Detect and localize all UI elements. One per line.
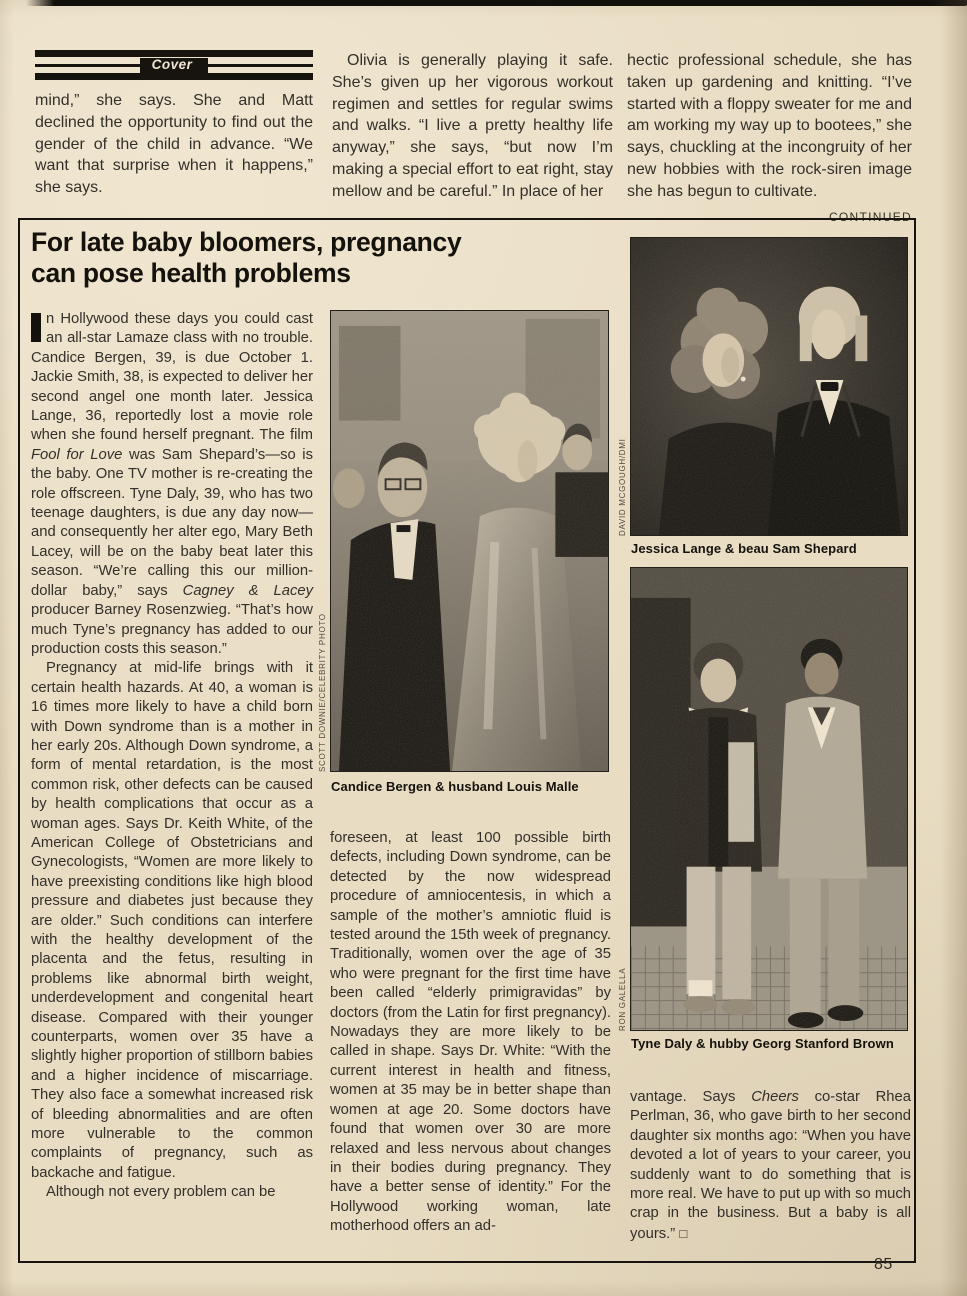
top-column-2 <box>332 50 613 203</box>
lange-shepard-photo <box>630 237 908 536</box>
banner-bar-top <box>35 50 313 57</box>
daly-brown-photo <box>630 567 908 1031</box>
banner-rule-left <box>35 64 140 67</box>
article-text-col2: Olivia is generally playing it safe. She’s given up her vigorous workout regimen and settles for regular swims and walks. “I live a pretty healthy life anyway,” she says, “but now I’m making a special effort to eat right, stay mellow and be careful.” In place of her <box>332 52 613 200</box>
banner-bar-bottom <box>35 73 313 80</box>
bergen-photo-caption: Candice Bergen & husband Louis Malle <box>331 779 579 794</box>
article-text-col3: hectic professional schedule, she has taken up gardening and knitting. “I’ve started with a floppy sweater for me and am working my way up to bootees,” she says, chuckling at the incongruity of her new hobbies with the rock-siren image she has begun to cultivate. <box>627 52 912 200</box>
feature-paragraph-1 <box>31 310 313 659</box>
daly-brown-photo-art <box>631 568 907 1030</box>
headline-line-1: For late baby bloomers, pregnancy <box>31 227 462 257</box>
banner-rule-right <box>208 64 313 67</box>
feature-paragraph-3: Although not every problem can be <box>46 1184 276 1201</box>
feature-column-center <box>330 829 611 1237</box>
lange-photo-caption: Jessica Lange & beau Sam Shepard <box>631 541 857 556</box>
feature-article-box <box>18 218 916 1263</box>
scan-top-edge <box>26 0 967 6</box>
feature-headline <box>31 227 461 289</box>
lange-photo-credit: DAVID MCGOUGH/DMI <box>618 438 627 536</box>
daly-photo-credit: RON GALELLA <box>618 967 627 1031</box>
bergen-malle-photo <box>330 310 609 772</box>
top-column-3 <box>627 50 912 224</box>
feature-column-left <box>31 310 313 1203</box>
continued-label: CONTINUED <box>828 209 912 224</box>
feature-paragraph-2: Pregnancy at mid-life brings with it certain health hazards. At 40, a woman is 16 times more likely to have a child born with Down syndrome than is a mother in her early 20s. Although Down syndrome, a form of mental retardation, is the most common risk, other defects can be caused by health complications that occur as a woman ages. Says Dr. Keith White, of the American College of Obstetricians and Gynecologists, “Women are more likely to have preexisting conditions like high blood pressure and diabetes just because they are older.” Such conditions can interfere with the healthy development of the placenta and the fetus, resulting in problems like abnormal birth weight, underdevelopment and congenital heart disease. Compared with their younger counterparts, women over 35 have a slightly higher proportion of stillborn babies and a higher incidence of miscarriage. They also face a somewhat increased risk of bleeding abnormalities and are often more vulnerable to the common complaints of pregnancy, such as backache and fatigue. <box>31 660 313 1181</box>
bergen-malle-photo-art <box>331 311 608 771</box>
headline-line-2: can pose health problems <box>31 258 351 288</box>
feature-paragraph-5: vantage. Says Cheers co-star Rhea Perlman, 36, who gave birth to her second daughter six months ago: “When you have devoted a lot of years to your career, you suddenly want to do something that is more real. We have to put up with so much crap in the business. But a baby is all yours.” □ <box>630 1089 912 1242</box>
feature-paragraph-4: foreseen, at least 100 possible birth defects, including Down syndrome, can be detected by the now widespread procedure of amniocentesis, in which a sample of the mother’s amniotic fluid is tested around the 15th week of pregnancy. Traditionally, women over the age of 35 who were pregnant for the first time have been called “elderly primigravidas” by doctors (from the Latin for first pregnancy). Nowadays they are more likely to be called in shape. Says Dr. White: “With the current interest in health and fitness, women at 35 may be in better shape than women at age 20. Some doctors have found that women over 30 are more relaxed and less nervous about changes in their bodies during pregnancy. They have a better sense of identity.” For the Hollywood working woman, late motherhood offers an ad- <box>330 830 611 1235</box>
feature-column-right <box>630 1088 911 1244</box>
daly-photo-caption: Tyne Daly & hubby Georg Stanford Brown <box>631 1036 894 1051</box>
cover-banner-label: Cover <box>140 58 209 73</box>
lange-shepard-photo-art <box>631 238 907 535</box>
page-number: 85 <box>874 1256 893 1273</box>
dropcap-letter <box>31 313 41 342</box>
bergen-photo-credit: SCOTT DOWNIE/CELEBRITY PHOTO <box>318 613 327 772</box>
top-column-1 <box>35 50 313 199</box>
cover-section-banner <box>35 50 313 80</box>
article-text-col1: mind,” she says. She and Matt declined the opportunity to find out the gender of the child in advance. “We want that surprise when it happens,” she says. <box>35 92 313 197</box>
feature-paragraph-1-text: n Hollywood these days you could cast an all-star Lamaze class with no trouble. Candice Bergen, 39, is due October 1. Jackie Smith, 38, is expected to deliver her second angel one month later. Jessica Lange, 36, reportedly lost a movie role when she found herself pregnant. The film Fool for Love was Sam Shepard’s—so is the baby. One TV mother is re-creating the role offscreen. Tyne Daly, 39, who has two teenage daughters, is due any day now—and consequently her alter ego, Mary Beth Lacey, will be on the baby beat later this season. “We’re calling this our million-dollar baby,” says Cagney & Lacey producer Barney Rosenzwieg. “That’s how much Tyne’s pregnancy has added to our production costs this season.” <box>31 311 313 657</box>
